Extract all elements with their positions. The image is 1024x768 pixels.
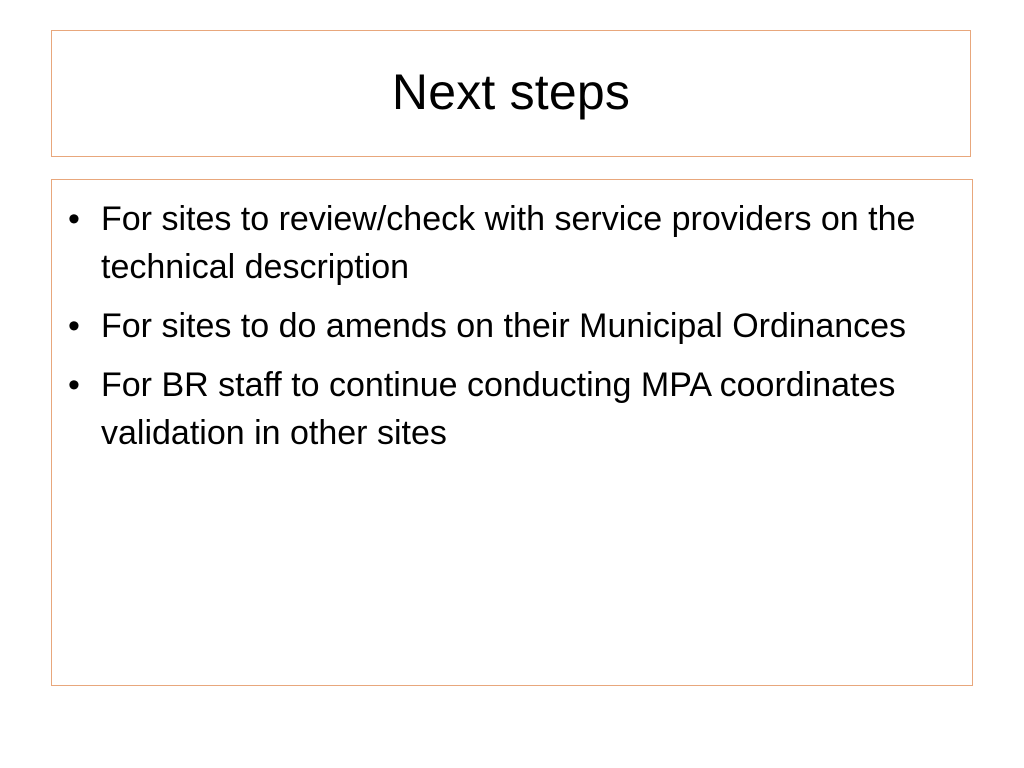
bullet-list bbox=[52, 180, 972, 457]
bullet-text: For sites to review/check with service providers on the technical description bbox=[101, 200, 916, 286]
bullet-dot-icon: • bbox=[68, 366, 80, 404]
bullet-text: For sites to do amends on their Municipal Ordinances bbox=[101, 307, 907, 345]
content-placeholder bbox=[51, 179, 973, 686]
bullet-item bbox=[64, 361, 932, 457]
bullet-text: For BR staff to continue conducting MPA coordinates validation in other sites bbox=[101, 366, 896, 452]
bullet-dot-icon: • bbox=[68, 307, 80, 345]
title-placeholder bbox=[51, 30, 971, 157]
bullet-item bbox=[64, 302, 932, 350]
bullet-item bbox=[64, 195, 932, 291]
slide-title: Next steps bbox=[391, 63, 631, 120]
bullet-dot-icon: • bbox=[68, 200, 80, 238]
